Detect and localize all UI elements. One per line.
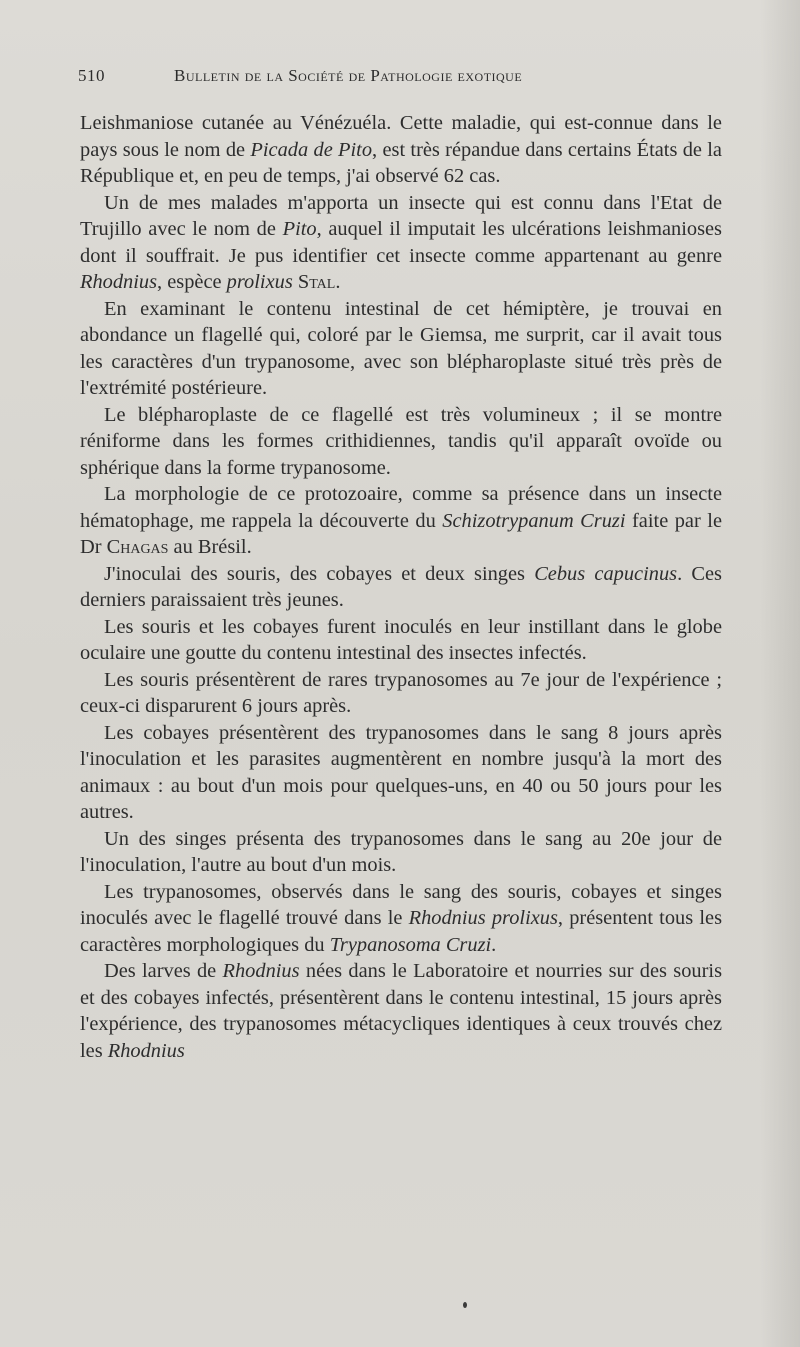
- paragraph: [80, 720, 722, 826]
- italic-text: Rhodnius prolixus: [408, 907, 558, 929]
- italic-text: Pito: [282, 218, 317, 240]
- text-segment: Des larves de: [104, 960, 223, 982]
- paragraph: [80, 190, 722, 296]
- paragraph: [80, 614, 722, 667]
- ink-speck: [463, 1302, 467, 1308]
- body-text: [80, 110, 722, 1064]
- text-segment: Un des singes présenta des trypanosomes dans le sang au 20e jour de l'inoculation, l'autre au bout d'un mois.: [80, 827, 722, 876]
- running-title: Bulletin de la Société de Pathologie exotique: [174, 66, 523, 85]
- text-segment: , présentent tous les caractères morphologiques du: [80, 907, 723, 956]
- text-segment: faite par le Dr: [80, 509, 722, 558]
- text-segment: Les souris présentèrent de rares trypanosomes au 7e jour de l'expérience ; ceux-ci disparurent 6 jours après.: [80, 668, 722, 717]
- page-number: 510: [78, 66, 105, 85]
- paragraph: [80, 879, 722, 959]
- text-segment: En examinant le contenu intestinal de cet hémiptère, je trouvai en abondance un flagellé qui, coloré par le Giemsa, me surprit, car il avait tous les caractères d'un trypanosome, avec son blépharoplaste situé très près de l'extrémité postérieure.: [80, 297, 722, 399]
- text-segment: Les cobayes présentèrent des trypanosomes dans le sang 8 jours après l'inoculation et les parasites augmentèrent en nombre jusqu'à la mort des animaux : au bout d'un mois pour quelques-uns, en 40 ou 50 jours pour les autres.: [80, 721, 722, 823]
- smallcaps-text: Stal: [297, 271, 336, 293]
- page-edge-shadow: [760, 0, 800, 1347]
- paragraph: [80, 958, 722, 1064]
- text-segment: J'inoculai des souris, des cobayes et deux singes: [104, 562, 535, 585]
- paragraph: [80, 296, 722, 402]
- page-header: [78, 66, 718, 94]
- text-segment: , auquel il imputait les ulcérations leishmanioses dont il souffrait. Je pus identifier cet insecte comme appartenant au genre: [80, 218, 722, 267]
- text-segment: Les souris et les cobayes furent inoculés en leur instillant dans le globe oculaire une goutte du contenu intestinal des insectes infectés.: [80, 615, 722, 664]
- text-segment: Leishmaniose cutanée au Vénézuéla. Cette maladie, qui est-connue dans le pays sous le nom de: [80, 112, 722, 161]
- text-segment: , espèce: [157, 271, 227, 293]
- text-segment: .: [491, 933, 497, 956]
- italic-text: Rhodnius: [80, 271, 158, 293]
- smallcaps-text: Chagas: [106, 536, 169, 558]
- italic-text: Trypanosoma Cruzi: [329, 933, 492, 956]
- text-segment: . Ces derniers paraissaient très jeunes.: [80, 562, 722, 611]
- italic-text: prolixus: [226, 271, 293, 293]
- text-segment: Les trypanosomes, observés dans le sang des souris, cobayes et singes inoculés avec le flagellé trouvé dans le: [80, 880, 722, 929]
- italic-text: Schizotrypanum Cruzi: [442, 509, 626, 532]
- paragraph: [80, 481, 722, 561]
- paragraph: [80, 402, 722, 482]
- paragraph: [80, 110, 722, 190]
- text-segment: au Brésil.: [168, 536, 252, 558]
- italic-text: Picada de Pito: [250, 138, 373, 161]
- text-segment: , est très répandue dans certains États de la République et, en peu de temps, j'ai observé 62 cas.: [80, 138, 722, 187]
- text-segment: La morphologie de ce protozoaire, comme sa présence dans un insecte hématophage, me rappela la découverte du: [80, 483, 722, 532]
- paragraph: [80, 826, 722, 879]
- italic-text: Rhodnius: [222, 960, 300, 982]
- paragraph: [80, 561, 722, 614]
- text-segment: nées dans le Laboratoire et nourries sur des souris et des cobayes infectés, présentèrent dans le contenu intestinal, 15 jours après l'expérience, des trypanosomes métacycliques identiques à ceux trouvés chez les: [80, 960, 723, 1062]
- text-segment: Le blépharoplaste de ce flagellé est très volumineux ; il se montre réniforme dans les formes crithidiennes, tandis qu'il apparaît ovoïde ou sphérique dans la forme trypanosome.: [80, 403, 722, 479]
- italic-text: Cebus capucinus: [534, 562, 678, 585]
- text-segment: .: [335, 271, 341, 293]
- paragraph: [80, 667, 722, 720]
- text-segment: Un de mes malades m'apporta un insecte qui est connu dans l'Etat de Trujillo avec le nom de: [80, 191, 722, 240]
- italic-text: Rhodnius: [107, 1039, 185, 1062]
